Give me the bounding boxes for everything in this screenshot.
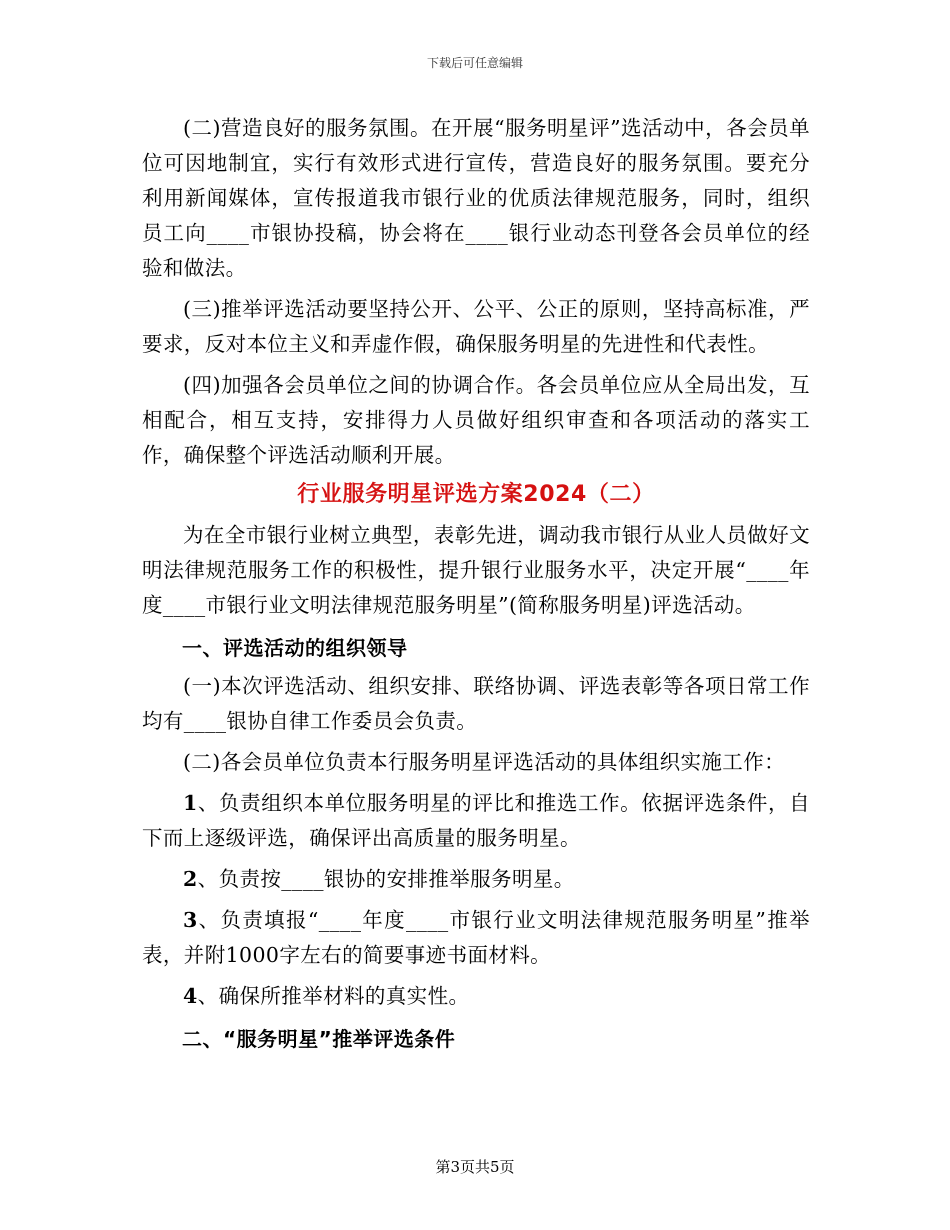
heading-organization: 一、评选活动的组织领导 bbox=[182, 636, 408, 660]
page-footer: 第3页共5页 bbox=[435, 1158, 515, 1176]
item-number: 2 bbox=[183, 867, 198, 891]
paragraph-principles: (三)推举评选活动要坚持公开、公平、公正的原则，坚持高标准，严要求，反对本位主义和弄虚作假，确保服务明星的先进性和代表性。 bbox=[142, 297, 810, 356]
heading-criteria: 二、“服务明星”推举评选条件 bbox=[182, 1027, 456, 1051]
numbered-item-3 bbox=[142, 903, 810, 973]
numbered-item-2 bbox=[142, 862, 810, 897]
item-text: 、负责组织本单位服务明星的评比和推选工作。依据评选条件，自下而上逐级评选，确保评出高质量的服务明星。 bbox=[142, 791, 810, 850]
paragraph-atmosphere: (二)营造良好的服务氛围。在开展“服务明星评”选活动中，各会员单位可因地制宜，实行有效形式进行宣传，营造良好的服务氛围。要充分利用新闻媒体，宣传报道我市银行业的优质法律规范服务，同时，组织员工向____市银协投稿，协会将在____银行业动态刊登各会员单位的经验和做法。 bbox=[142, 116, 810, 280]
item-text: 、负责按____银协的安排推举服务明星。 bbox=[197, 867, 575, 891]
item-number: 4 bbox=[183, 984, 198, 1008]
paragraph-intro: 为在全市银行业树立典型，表彰先进，调动我市银行从业人员做好文明法律规范服务工作的积极性，提升银行业服务水平，决定开展“____年度____市银行业文明法律规范服务明星”(简称服务明星)评选活动。 bbox=[142, 523, 810, 617]
section-title: 行业服务明星评选方案2024（二） bbox=[297, 482, 655, 507]
page-header: 下载后可任意编辑 bbox=[426, 56, 523, 70]
item-text: 、负责填报“____年度____市银行业文明法律规范服务明星”推举表，并附1000字左右的简要事迹书面材料。 bbox=[142, 908, 810, 967]
numbered-item-4 bbox=[142, 979, 810, 1014]
item-text: 、确保所推举材料的真实性。 bbox=[197, 984, 470, 1008]
document-body bbox=[142, 111, 810, 1060]
org-item-2: (二)各会员单位负责本行服务明星评选活动的具体组织实施工作： bbox=[183, 750, 785, 774]
org-item-1: (一)本次评选活动、组织安排、联络协调、评选表彰等各项日常工作均有____银协自律工作委员会负责。 bbox=[142, 674, 810, 733]
numbered-item-1 bbox=[142, 786, 810, 856]
item-number: 3 bbox=[183, 908, 198, 932]
paragraph-coordination: (四)加强各会员单位之间的协调合作。各会员单位应从全局出发，互相配合，相互支持，安排得力人员做好组织审查和各项活动的落实工作，确保整个评选活动顺利开展。 bbox=[142, 373, 810, 467]
item-number: 1 bbox=[183, 791, 198, 815]
